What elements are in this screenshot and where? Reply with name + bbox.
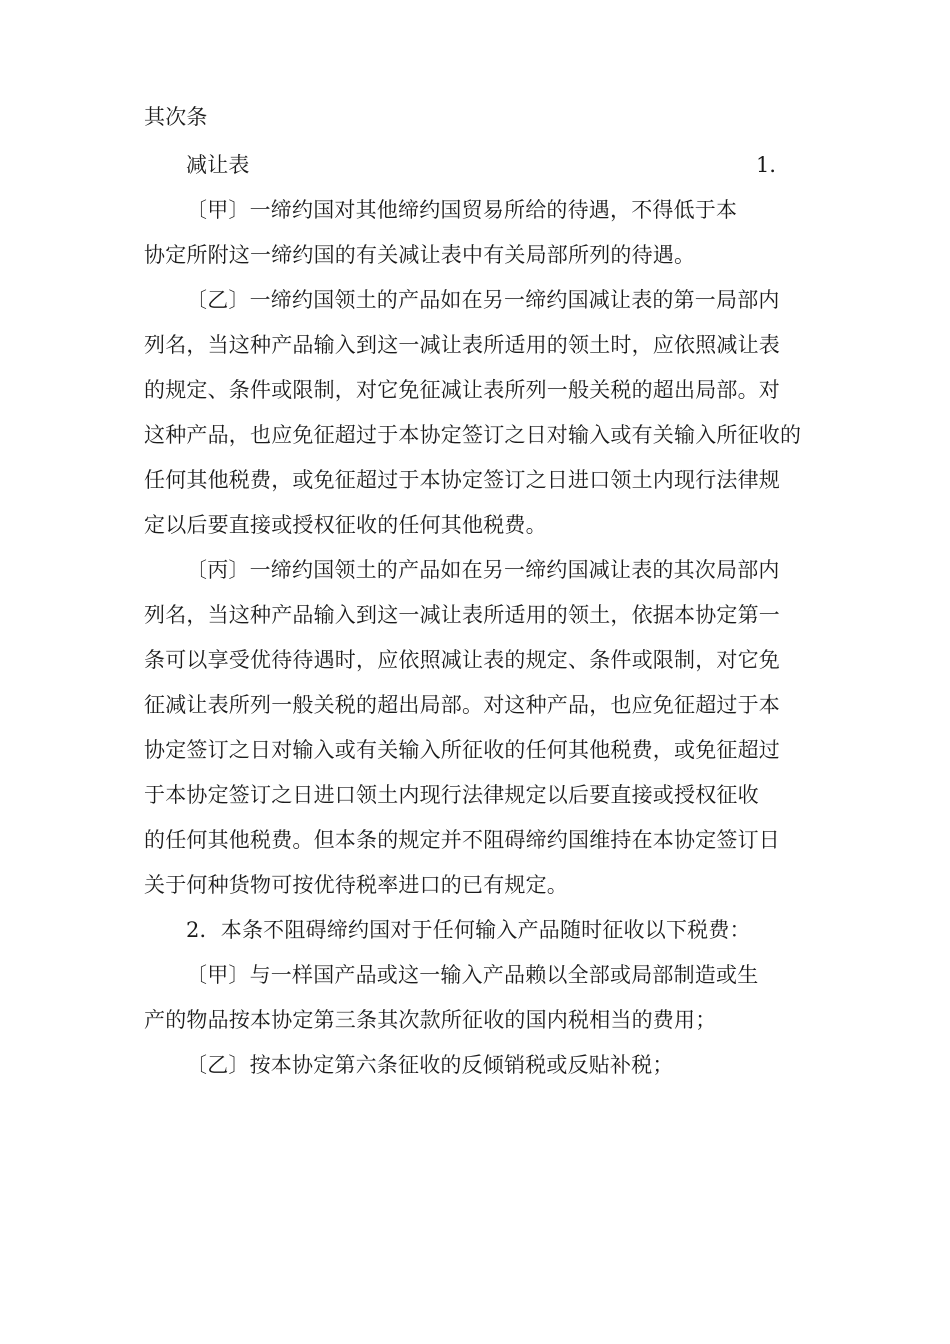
paragraph-line: 〔甲〕一缔约国对其他缔约国贸易所给的待遇，不得低于本: [186, 198, 738, 222]
paragraph-line: 征减让表所列一般关税的超出局部。对这种产品，也应免征超过于本: [144, 693, 780, 717]
paragraph-line: 条可以享受优待待遇时，应依照减让表的规定、条件或限制，对它免: [144, 648, 780, 672]
paragraph-line: 列名，当这种产品输入到这一减让表所适用的领土时，应依照减让表: [144, 333, 780, 357]
paragraph-line: 列名，当这种产品输入到这一减让表所适用的领土，依据本协定第一: [144, 603, 780, 627]
paragraph-line: 〔乙〕按本协定第六条征收的反倾销税或反贴补税；: [186, 1053, 674, 1077]
paragraph-line: 的任何其他税费。但本条的规定并不阻碍缔约国维持在本协定签订日: [144, 828, 780, 852]
paragraph-line: 2．本条不阻碍缔约国对于任何输入产品随时征收以下税费：: [186, 918, 751, 942]
schedule-number: 1．: [756, 153, 791, 177]
paragraph-line: 〔甲〕与一样国产品或这一输入产品赖以全部或局部制造或生: [186, 963, 759, 987]
paragraph-line: 〔乙〕一缔约国领土的产品如在另一缔约国减让表的第一局部内: [186, 288, 780, 312]
paragraph-line: 〔丙〕一缔约国领土的产品如在另一缔约国减让表的其次局部内: [186, 558, 780, 582]
paragraph-line: 协定所附这一缔约国的有关减让表中有关局部所列的待遇。: [144, 243, 696, 267]
article-title: 其次条: [144, 105, 208, 129]
paragraph-line: 的规定、条件或限制，对它免征减让表所列一般关税的超出局部。对: [144, 378, 780, 402]
paragraph-line: 这种产品，也应免征超过于本协定签订之日对输入或有关输入所征收的: [144, 423, 802, 447]
paragraph-line: 协定签订之日对输入或有关输入所征收的任何其他税费，或免征超过: [144, 738, 780, 762]
schedule-heading: 减让表: [186, 153, 250, 177]
paragraph-line: 于本协定签订之日进口领土内现行法律规定以后要直接或授权征收: [144, 783, 759, 807]
paragraph-line: 定以后要直接或授权征收的任何其他税费。: [144, 513, 547, 537]
paragraph-line: 任何其他税费，或免征超过于本协定签订之日进口领土内现行法律规: [144, 468, 780, 492]
paragraph-line: 关于何种货物可按优待税率进口的已有规定。: [144, 873, 568, 897]
paragraph-line: 产的物品按本协定第三条其次款所征收的国内税相当的费用；: [144, 1008, 717, 1032]
